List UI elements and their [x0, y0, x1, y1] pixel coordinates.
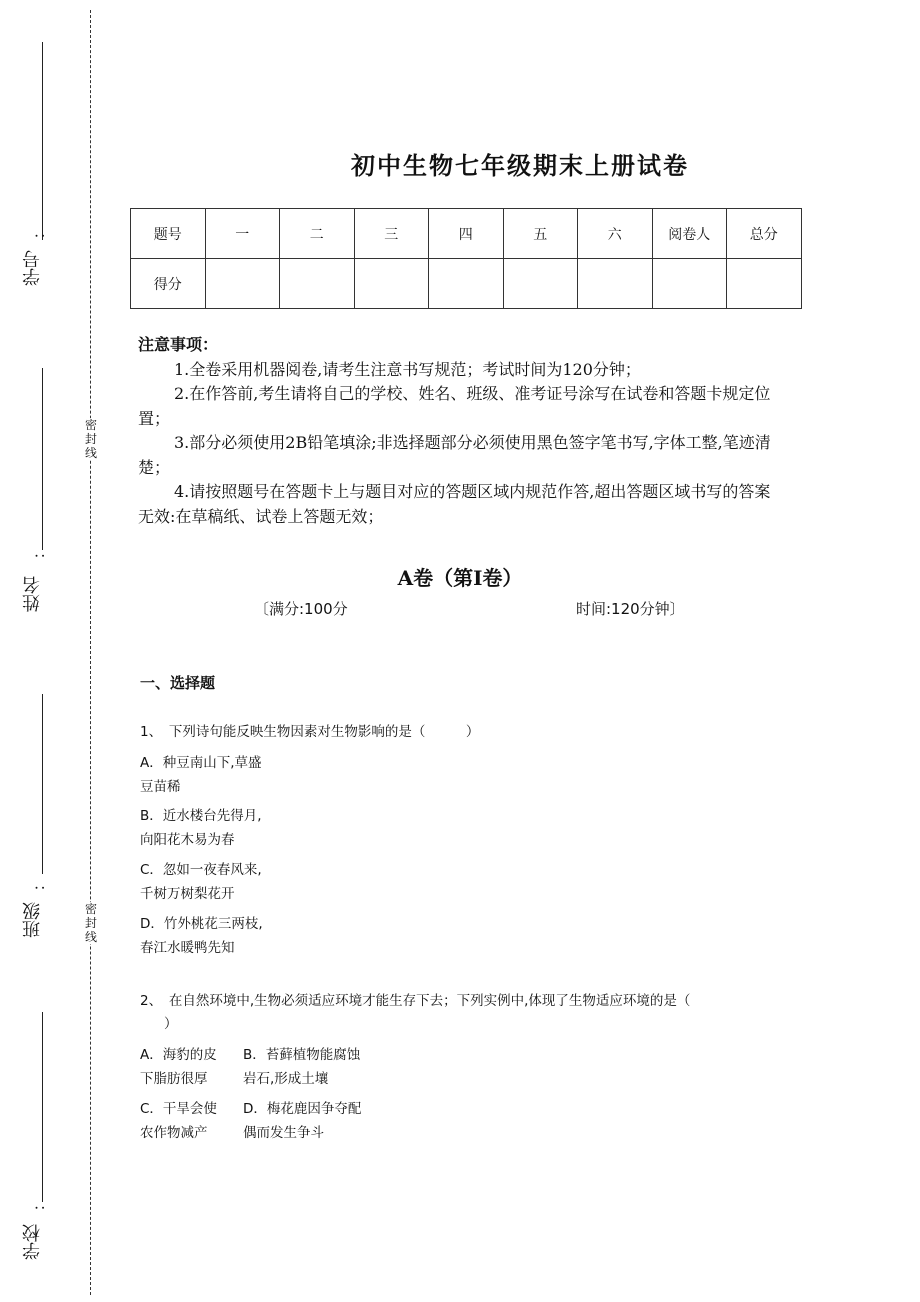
option-line: 千树万树梨花开 — [140, 886, 235, 902]
option-line: 农作物减产 — [140, 1125, 208, 1141]
class-label: 班级 — [22, 902, 43, 938]
score-row-label: 得分 — [131, 259, 206, 309]
note-item: 2.在作答前,考生请将自己的学校、姓名、班级、准考证号涂写在试卷和答题卡规定位置； — [138, 384, 771, 428]
note-item: 1.全卷采用机器阅卷,请考生注意书写规范；考试时间为120分钟； — [174, 359, 641, 379]
student-id-line[interactable] — [42, 42, 43, 240]
score-input-cell[interactable] — [354, 259, 429, 309]
q1-option-a[interactable] — [140, 751, 262, 799]
note-item: 3.部分必须使用2B铅笔填涂;非选择题部分必须使用黑色签字笔书写,字体工整,笔迹清楚； — [138, 433, 771, 477]
q2-option-c[interactable] — [140, 1097, 217, 1145]
question-2-stem-end: ） — [164, 1016, 178, 1032]
q1-option-d[interactable] — [140, 912, 263, 960]
name-line[interactable] — [42, 368, 43, 550]
option-line: D．梅花鹿因争夺配 — [243, 1101, 362, 1117]
score-input-cell[interactable] — [429, 259, 504, 309]
full-score: 〔满分:100分 — [254, 600, 348, 618]
score-input-cell[interactable] — [727, 259, 802, 309]
option-line: A．种豆南山下,草盛 — [140, 755, 262, 771]
exam-title: 初中生物七年级期末上册试卷 — [351, 151, 689, 180]
score-table-header-row — [131, 209, 802, 259]
exam-time: 时间:120分钟〕 — [576, 600, 685, 618]
question-1-stem: 1、 下列诗句能反映生物因素对生物影响的是（ ） — [140, 724, 480, 740]
score-cell: 题号 — [131, 209, 206, 259]
score-input-cell[interactable] — [280, 259, 355, 309]
score-input-cell[interactable] — [652, 259, 727, 309]
option-line: A．海豹的皮 — [140, 1047, 217, 1063]
score-input-cell[interactable] — [503, 259, 578, 309]
score-cell: 总分 — [727, 209, 802, 259]
score-cell: 一 — [205, 209, 280, 259]
option-line: 偶而发生争斗 — [243, 1125, 324, 1141]
option-line: 向阳花木易为春 — [140, 832, 235, 848]
school-label: 学校 — [22, 1224, 43, 1260]
note-item: 4.请按照题号在答题卡上与题目对应的答题区域内规范作答,超出答题区域书写的答案无效:在草稿纸、试卷上答题无效； — [138, 482, 771, 526]
score-table — [130, 208, 802, 309]
score-cell: 四 — [429, 209, 504, 259]
q1-option-b[interactable] — [140, 804, 262, 852]
seal-dashed-line — [90, 10, 91, 1295]
q2-option-a[interactable] — [140, 1043, 217, 1091]
name-label: 姓名 — [22, 576, 43, 612]
student-id-colon: ： — [29, 223, 49, 240]
student-id-label: 学号 — [22, 250, 43, 286]
q2-option-b[interactable] — [243, 1043, 360, 1091]
option-line: B．苔藓植物能腐蚀 — [243, 1047, 361, 1063]
school-line[interactable] — [42, 1012, 43, 1202]
score-input-cell[interactable] — [578, 259, 653, 309]
option-line: C．干旱会使 — [140, 1101, 217, 1117]
score-table-score-row — [131, 259, 802, 309]
question-2-stem: 2、 在自然环境中,生物必须适应环境才能生存下去；下列实例中,体现了生物适应环境的是（ — [140, 993, 691, 1009]
q1-option-c[interactable] — [140, 858, 262, 906]
score-cell: 三 — [354, 209, 429, 259]
option-line: 下脂肪很厚 — [140, 1071, 208, 1087]
option-line: 岩石,形成土壤 — [243, 1071, 329, 1087]
seal-text-lower: 密封线 — [82, 902, 100, 944]
notes-heading: 注意事项： — [138, 335, 219, 354]
class-colon: ： — [29, 875, 49, 892]
option-line: 春江水暖鸭先知 — [140, 940, 235, 956]
score-input-cell[interactable] — [205, 259, 280, 309]
option-line: C．忽如一夜春风来, — [140, 862, 262, 878]
score-cell: 二 — [280, 209, 355, 259]
class-line[interactable] — [42, 694, 43, 874]
q2-option-d[interactable] — [243, 1097, 361, 1145]
option-line: 豆苗稀 — [140, 779, 181, 795]
name-colon: ： — [29, 543, 49, 560]
score-cell: 阅卷人 — [652, 209, 727, 259]
score-cell: 六 — [578, 209, 653, 259]
option-line: B．近水楼台先得月, — [140, 808, 262, 824]
school-colon: ： — [29, 1195, 49, 1212]
option-line: D．竹外桃花三两枝, — [140, 916, 263, 932]
part-heading: 一、选择题 — [140, 674, 216, 692]
exam-notes — [138, 333, 783, 529]
seal-text-upper: 密封线 — [82, 418, 100, 460]
score-cell: 五 — [503, 209, 578, 259]
section-title: A卷（第I卷） — [397, 566, 523, 590]
